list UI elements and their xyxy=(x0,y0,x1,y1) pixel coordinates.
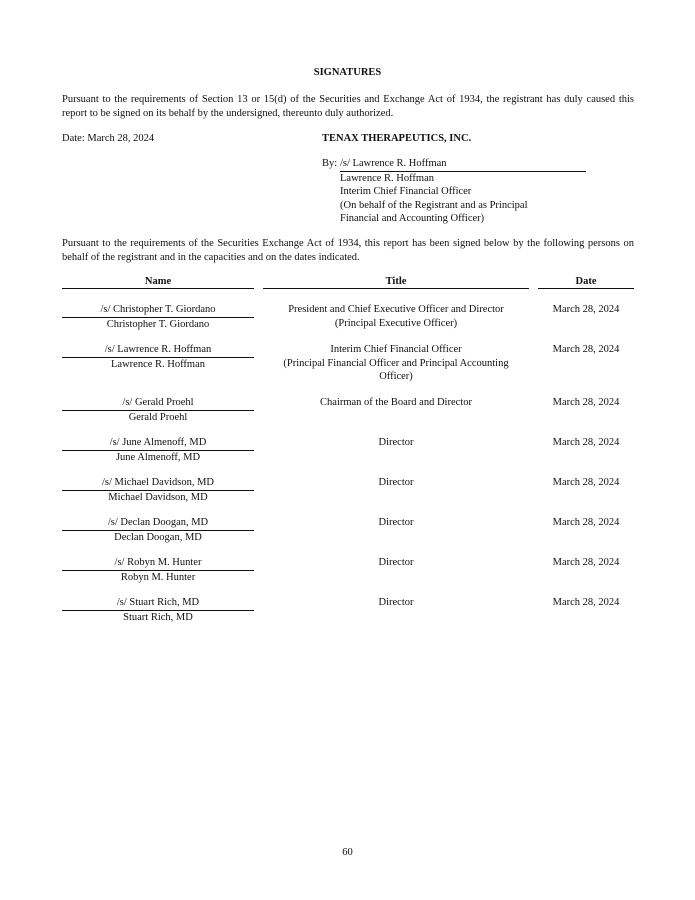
header-date: Date xyxy=(538,276,634,289)
signature: /s/ Christopher T. Giordano xyxy=(62,303,254,318)
signature: /s/ Robyn M. Hunter xyxy=(62,556,254,571)
signer-title: President and Chief Executive Officer and Director xyxy=(288,304,504,315)
signature: /s/ Michael Davidson, MD xyxy=(62,476,254,491)
page-heading: SIGNATURES xyxy=(313,67,382,78)
signature: /s/ Lawrence R. Hoffman xyxy=(62,343,254,358)
signature-cell xyxy=(62,516,254,544)
signer-name: Stuart Rich, MD xyxy=(123,611,193,623)
signed-date: March 28, 2024 xyxy=(552,597,620,608)
registrant-signature: /s/ Lawrence R. Hoffman xyxy=(340,157,586,172)
signature-cell xyxy=(62,596,254,624)
registrant-signer-note-2: Financial and Accounting Officer) xyxy=(340,213,485,224)
signature: /s/ Gerald Proehl xyxy=(62,396,254,411)
signature-cell xyxy=(62,476,254,504)
registrant-signer-note: (On behalf of the Registrant and as Principal xyxy=(340,199,528,211)
signature-cell xyxy=(62,556,254,584)
signer-name: Lawrence R. Hoffman xyxy=(111,358,205,370)
signed-date: March 28, 2024 xyxy=(552,304,620,315)
title-cell xyxy=(263,596,529,610)
signer-name: Christopher T. Giordano xyxy=(106,318,210,330)
signer-name: Michael Davidson, MD xyxy=(108,491,208,503)
signer-name: Robyn M. Hunter xyxy=(120,571,196,583)
header-name: Name xyxy=(62,276,254,289)
signer-name: June Almenoff, MD xyxy=(115,451,201,463)
title-cell xyxy=(263,476,529,490)
signer-title: Interim Chief Financial Officer xyxy=(330,344,462,355)
signature: /s/ Stuart Rich, MD xyxy=(62,596,254,611)
signed-date: March 28, 2024 xyxy=(552,517,620,528)
signer-title: Director xyxy=(378,517,414,528)
company-name: TENAX THERAPEUTICS, INC. xyxy=(322,133,472,144)
title-cell xyxy=(263,303,529,330)
registrant-signature-block xyxy=(322,157,586,226)
signer-title: Director xyxy=(378,597,414,608)
signer-title: Director xyxy=(378,557,414,568)
title-cell xyxy=(263,516,529,530)
title-cell xyxy=(263,343,529,384)
title-cell xyxy=(263,556,529,570)
page-number: 60 xyxy=(342,847,353,858)
signature: /s/ June Almenoff, MD xyxy=(62,436,254,451)
signer-title-line-3: Officer) xyxy=(379,371,413,382)
authorization-paragraph: Pursuant to the requirements of Section 13 or 15(d) of the Securities and Exchange Act of 1934, the registrant has duly caused this report to be signed on its behalf by the undersigned, thereunto duly authorized. xyxy=(62,94,634,119)
signer-title-line-2: (Principal Executive Officer) xyxy=(334,317,458,329)
signed-date: March 28, 2024 xyxy=(552,344,620,355)
persons-paragraph: Pursuant to the requirements of the Securities Exchange Act of 1934, this report has been signed below by the following persons on behalf of the registrant and in the capacities and on the dates indicated. xyxy=(62,238,634,263)
signed-date: March 28, 2024 xyxy=(552,437,620,448)
signer-title: Director xyxy=(378,477,414,488)
signer-title: Director xyxy=(378,437,414,448)
signer-name: Gerald Proehl xyxy=(128,411,188,423)
signed-date: March 28, 2024 xyxy=(552,557,620,568)
signature-cell xyxy=(62,303,254,331)
header-title: Title xyxy=(263,276,529,289)
title-cell xyxy=(263,436,529,450)
title-cell xyxy=(263,396,529,410)
signature-cell xyxy=(62,396,254,424)
signature-date: Date: March 28, 2024 xyxy=(62,133,155,144)
signature-cell xyxy=(62,436,254,464)
signer-name: Declan Doogan, MD xyxy=(114,531,202,543)
by-label: By: xyxy=(322,158,338,169)
signature-cell xyxy=(62,343,254,371)
registrant-signer-name: Lawrence R. Hoffman xyxy=(340,172,434,184)
signer-title-line-2: (Principal Financial Officer and Principal Accounting xyxy=(283,357,509,369)
signer-title: Chairman of the Board and Director xyxy=(320,397,472,408)
signed-date: March 28, 2024 xyxy=(552,397,620,408)
signature: /s/ Declan Doogan, MD xyxy=(62,516,254,531)
registrant-signer-title: Interim Chief Financial Officer xyxy=(340,186,472,197)
signed-date: March 28, 2024 xyxy=(552,477,620,488)
